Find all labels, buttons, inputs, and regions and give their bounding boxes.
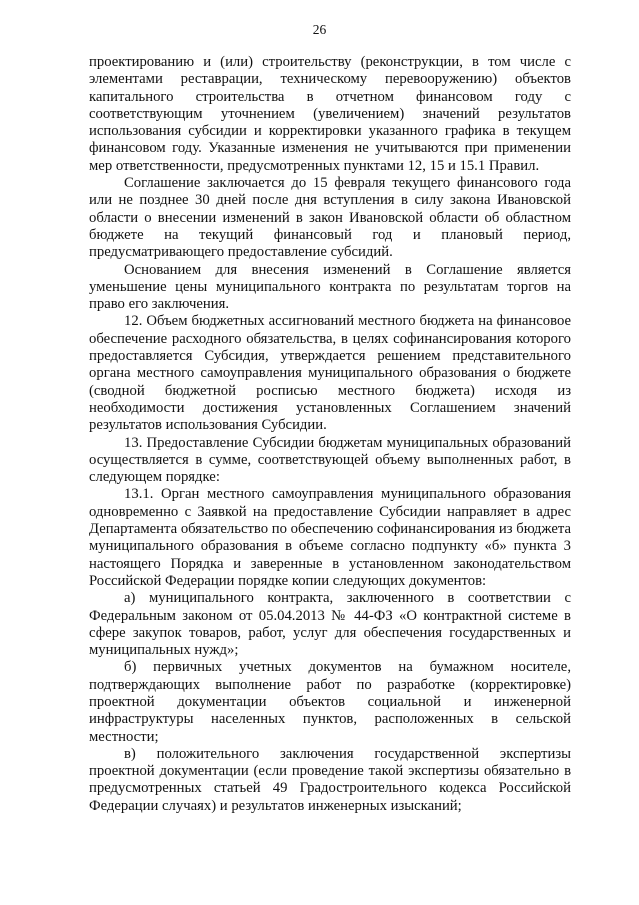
paragraph-subitem-a: а) муниципального контракта, заключенного в соответствии с Федеральным законом от 05.04.2013 № 44-ФЗ «О контрактной системе в сфере закупок товаров, работ, услуг для обеспечения государственных и муниципальных нужд»; (89, 590, 571, 659)
paragraph-continuation: проектированию и (или) строительству (реконструкции, в том числе с элементами реставрации, техническому перевооружению) объектов капитального строительства в отчетном финансовом году с соответствующим уточнением (увеличением) значений результатов использования субсидии и корректировки указанного графика в текущем финансовом году. Указанные изменения не учитываются при применении мер ответственности, предусмотренных пунктами 12, 15 и 15.1 Правил. (89, 54, 571, 174)
paragraph-item-13-1: 13.1. Орган местного самоуправления муниципального образования одновременно с Заявкой на предоставление Субсидии направляет в адрес Департамента обязательство по обеспечению софинансирования из бюджета муниципального образования в объеме согласно подпункту «б» пункта 3 настоящего Порядка и заверенные в установленном законодательством Российской Федерации порядке копии следующих документов: (89, 486, 571, 589)
paragraph-change-basis: Основанием для внесения изменений в Соглашение является уменьшение цены муниципального контракта по результатам торгов на право его заключения. (89, 261, 571, 313)
paragraph-subitem-v: в) положительного заключения государственной экспертизы проектной документации (если проведение такой экспертизы обязательно в предусмотренных статьей 49 Градостроительного кодекса Российской Федерации случаях) и результатов инженерных изысканий; (89, 745, 571, 814)
paragraph-item-12: 12. Объем бюджетных ассигнований местного бюджета на финансовое обеспечение расходного обязательства, в целях софинансирования которого предоставляется Субсидия, утверждается решением представительного органа местного самоуправления муниципального образования о бюджете (сводной бюджетной росписью местного бюджета) исходя из необходимости достижения установленных Соглашением значений результатов использования Субсидии. (89, 313, 571, 434)
document-body (89, 54, 571, 815)
paragraph-subitem-b: б) первичных учетных документов на бумажном носителе, подтверждающих выполнение работ по разработке (корректировке) проектной документации объектов социальной и инженерной инфраструктуры населенных пунктов, расположенных в сельской местности; (89, 659, 571, 745)
paragraph-agreement-deadline: Соглашение заключается до 15 февраля текущего финансового года или не позднее 30 дней после дня вступления в силу закона Ивановской области о внесении изменений в закон Ивановской области об областном бюджете на текущий финансовый год и плановый период, предусматривающего предоставление субсидий. (89, 175, 571, 261)
paragraph-item-13: 13. Предоставление Субсидии бюджетам муниципальных образований осуществляется в сумме, соответствующей объему выполненных работ, в следующем порядке: (89, 434, 571, 486)
page-number: 26 (312, 22, 327, 37)
